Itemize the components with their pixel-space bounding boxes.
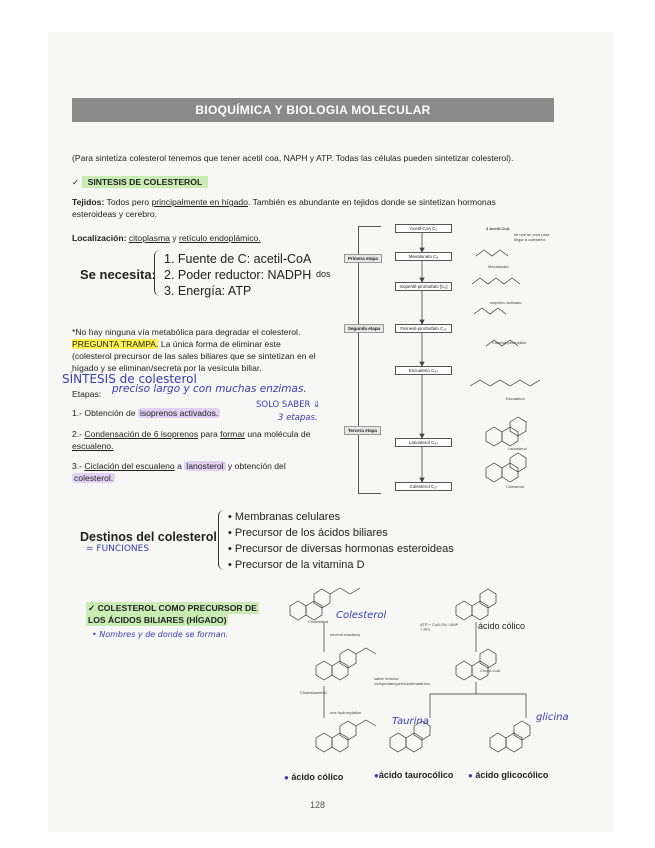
stage-box-2: Segunda etapa	[344, 324, 384, 333]
handwritten-note-1: preciso largo y con muchas enzimas.	[112, 383, 307, 395]
label-cholestane: Cholestanetriol	[300, 690, 327, 695]
dos-text: dos	[316, 269, 331, 279]
note-text: *No hay ninguna vía metabólica para degradar el colesterol. PREGUNTA TRAMPA. La única forma de eliminar este (colesterol precursor de las sales biliares que se sintetizan en el hígado y se eliminan/secreta por la vesícula biliar.	[72, 327, 316, 373]
se-necesita-label: Se necesita:	[80, 267, 156, 282]
destinos-title: Destinos del colesterol	[80, 530, 217, 544]
stage-box-3: Tercera etapa	[344, 426, 381, 435]
step-1: 1.- Obtención de isoprenos activados.	[72, 408, 219, 418]
need-item-2: 2. Poder reductor: NADPH	[164, 268, 312, 282]
taurina-handwritten: Taurina	[392, 716, 429, 727]
product-colesterol: Colesterol C₂₇	[395, 482, 452, 491]
etapas-label: Etapas:	[72, 389, 102, 399]
structure-drawings	[466, 236, 566, 486]
label-atp-coash: ATP + CoA-SH / AMP + PPi	[420, 622, 459, 632]
acid-handwritten-note: • Nombres y de donde se forman.	[92, 630, 229, 639]
label-farnesil: Farnesil-pirofosfato	[492, 340, 527, 345]
funciones-handwritten: = FUNCIONES	[86, 544, 150, 554]
bile-acid-taurocolico: ●ácido taurocólico	[374, 770, 454, 780]
product-farnesil: Farnesil-pirofosfato C₁₅	[395, 324, 452, 333]
check-icon: ✓	[72, 177, 80, 187]
label-acido-colico-top: ácido cólico	[478, 621, 526, 631]
label-colesterol: Colesterol	[506, 484, 525, 489]
localizacion-text: Localización: citoplasma y retículo endoplámico.	[72, 233, 261, 243]
label-isopreno: Isopreno activado	[490, 300, 522, 305]
need-item-1: 1. Fuente de C: acetil-CoA	[164, 252, 312, 266]
step-3: 3.- Ciclación del escualeno a lanosterol y obtención del colesterol.	[72, 461, 286, 483]
product-acetil: Acetil-CoA C₂	[395, 224, 452, 233]
label-hydroxylation: one hydroxylation	[330, 710, 362, 715]
label-cholyl: Cholyl-CoA	[480, 668, 501, 673]
intro-text: (Para sintetiza colesterol tenemos que tener acetil coa, NAPH y ATP. Todas las células pueden sintetizar colesterol).	[72, 153, 514, 163]
colesterol-handwritten: Colesterol	[336, 610, 387, 621]
pathway-bracket	[358, 226, 381, 494]
label-lanosterol: Lanosterol	[508, 446, 527, 451]
bile-acid-colico: ● ácido cólico	[284, 772, 344, 782]
product-lanosterol: Lanosterol C₃₀	[395, 438, 452, 447]
handwritten-note-2: SOLO SABER ⇓	[256, 400, 321, 410]
header-banner: BIOQUÍMICA Y BIOLOGIA MOLECULAR	[72, 98, 554, 122]
label-mevalonato: Mevalonato	[488, 264, 509, 269]
handwritten-title: SÍNTESIS de colesterol	[62, 372, 197, 386]
label-formula: saber formula ciclopentanoperhidrofenantreno	[374, 676, 431, 686]
label-cholesterol: Cholesterol	[308, 619, 329, 624]
label-acetil: 3 Acetil-CoA	[486, 226, 510, 231]
product-isopentenil: Isopentil-pirofosfato [C₅]	[395, 282, 452, 291]
brace	[154, 250, 161, 296]
product-escualeno: Escualeno C₃₀	[395, 366, 452, 375]
label-several-reactions: several reactions	[330, 632, 361, 637]
section-heading-acidos: ✓ COLESTEROL COMO PRECURSOR DE LOS ÁCIDOS BILIARES (HÍGADO)	[88, 603, 257, 625]
dest-item-2: • Precursor de los ácidos biliares	[228, 527, 388, 539]
stage-box-1: Primera etapa	[344, 254, 382, 263]
step-2: 2.- Condensación de 6 isoprenos para formar una molécula de escualeno.	[72, 429, 311, 451]
dest-item-1: • Membranas celulares	[228, 511, 341, 523]
page-number: 128	[310, 800, 326, 810]
handwritten-note-3: 3 etapas.	[278, 413, 318, 423]
tejidos-text: Tejidos: Todos pero principalmente en hígado. También es abundante en tejidos donde se sintetizan hormonas esteroideas y cerebro.	[72, 197, 496, 219]
dest-item-3: • Precursor de diversas hormonas esteroideas	[228, 543, 454, 555]
label-escualeno: Escualeno	[506, 396, 525, 401]
glicina-handwritten: glicina	[536, 712, 569, 723]
dest-brace	[218, 510, 225, 570]
note-union: se une se crea para llegar a colesterol	[514, 232, 550, 242]
section-heading-sintesis: ✓ SINTESIS DE COLESTEROL	[72, 176, 208, 188]
bile-acid-glicocolico: ● ácido glicocólico	[468, 770, 549, 780]
need-item-3: 3. Energía: ATP	[164, 284, 252, 298]
product-mevalonato: Mevalonato C₆	[395, 252, 452, 261]
dest-item-4: • Precursor de la vitamina D	[228, 559, 365, 571]
